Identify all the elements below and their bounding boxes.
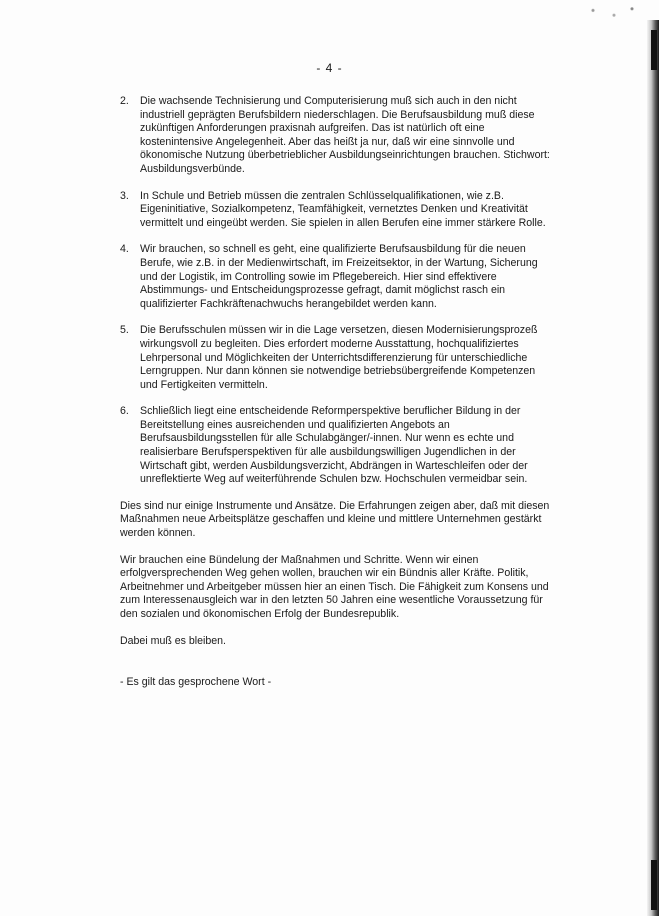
list-item-number: 6. <box>120 405 129 418</box>
page-number: - 4 - <box>316 61 343 75</box>
scan-noise <box>581 4 641 20</box>
list-item <box>120 324 550 392</box>
paragraph: Dies sind nur einige Instrumente und Ansätze. Die Erfahrungen zeigen aber, daß mit diesen Maßnahmen neue Arbeitsplätze geschaffen und kleine und mittlere Unternehmen gestärkt werden können. <box>120 499 550 540</box>
document-body <box>120 95 550 703</box>
list-item-text: In Schule und Betrieb müssen die zentralen Schlüsselqualifikationen, wie z.B. Eigeninitiative, Sozialkompetenz, Teamfähigkeit, vernetztes Denken und Kreativität vermittelt und eingeübt werden. Sie spielen in allen Berufen eine immer stärkere Rolle. <box>140 189 546 229</box>
list-item-number: 3. <box>120 189 129 202</box>
paragraph: Dabei muß es bleiben. <box>120 634 226 647</box>
list-item-text: Schließlich liegt eine entscheidende Reformperspektive beruflicher Bildung in der Bereitstellung eines ausreichenden und qualifizierten Angebots an Berufsausbildungsstellen für alle Schulabgänger/-innen. Nur wenn es echte und realisierbare Berufsperspektiven für alle ausbildungswilligen Jugendlichen in der Wirtschaft gibt, werden Ausbildungsverzicht, Abdrängen in Warteschleifen oder der unreflektierte Weg auf weiterführende Schulen bzw. Hochschulen vermeidbar sein. <box>140 405 528 486</box>
list-item <box>120 243 550 311</box>
list-item <box>120 190 550 231</box>
list-item-text: Wir brauchen, so schnell es geht, eine qualifizierte Berufsausbildung für die neuen Berufe, wie z.B. in der Medienwirtschaft, im Freizeitsektor, in der Wartung, Sicherung und der Logistik, im Controlling sowie im Pflegebereich. Hier sind effektivere Abstimmungs- und Entscheidungsprozesse gefragt, damit möglichst rasch ein qualifizierter Fachkräftenachwuchs herangebildet werden kann. <box>140 243 538 310</box>
list-item-text: Die wachsende Technisierung und Computerisierung muß sich auch in den nicht industriell geprägten Berufsbildern niederschlagen. Die Berufsausbildung muß diese zukünftigen Anforderungen praxisnah aufgreifen. Das ist natürlich oft eine kostenintensive Angelegenheit. Aber das heißt ja nur, daß wir eine sinnvolle und ökonomische Nutzung überbetrieblicher Ausbildungseinrichtungen brauchen. Stichwort: Ausbildungsverbünde. <box>140 95 550 175</box>
list-item-number: 2. <box>120 95 129 107</box>
closing-remark: - Es gilt das gesprochene Wort - <box>120 676 272 689</box>
list-item <box>120 405 550 487</box>
list-item-number: 5. <box>120 324 129 337</box>
scan-edge-speck <box>651 860 657 910</box>
paragraph: Wir brauchen eine Bündelung der Maßnahmen und Schritte. Wenn wir einen erfolgversprechenden Weg gehen wollen, brauchen wir ein Bündnis aller Kräfte. Politik, Arbeitnehmer und Arbeitgeber müssen hier an einen Tisch. Die Fähigkeit zum Konsens und zum Interessenausgleich war in den letzten 50 Jahren eine wesentliche Voraussetzung für den sozialen und ökonomischen Erfolg der Bundesrepublik. <box>120 553 549 620</box>
list-item <box>120 95 550 177</box>
scan-edge-shadow <box>647 20 659 916</box>
list-item-text: Die Berufsschulen müssen wir in die Lage versetzen, diesen Modernisierungsprozeß wirkungsvoll zu begleiten. Dies erfordert moderne Ausstattung, hochqualifiziertes Lehrpersonal und Möglichkeiten der Unterrichtsdifferenzierung für unterschiedliche Lerngruppen. Nur dann können sie notwendige betriebsübergreifende Kompetenzen und Fertigkeiten vermitteln. <box>140 324 538 391</box>
list-item-number: 4. <box>120 243 129 256</box>
